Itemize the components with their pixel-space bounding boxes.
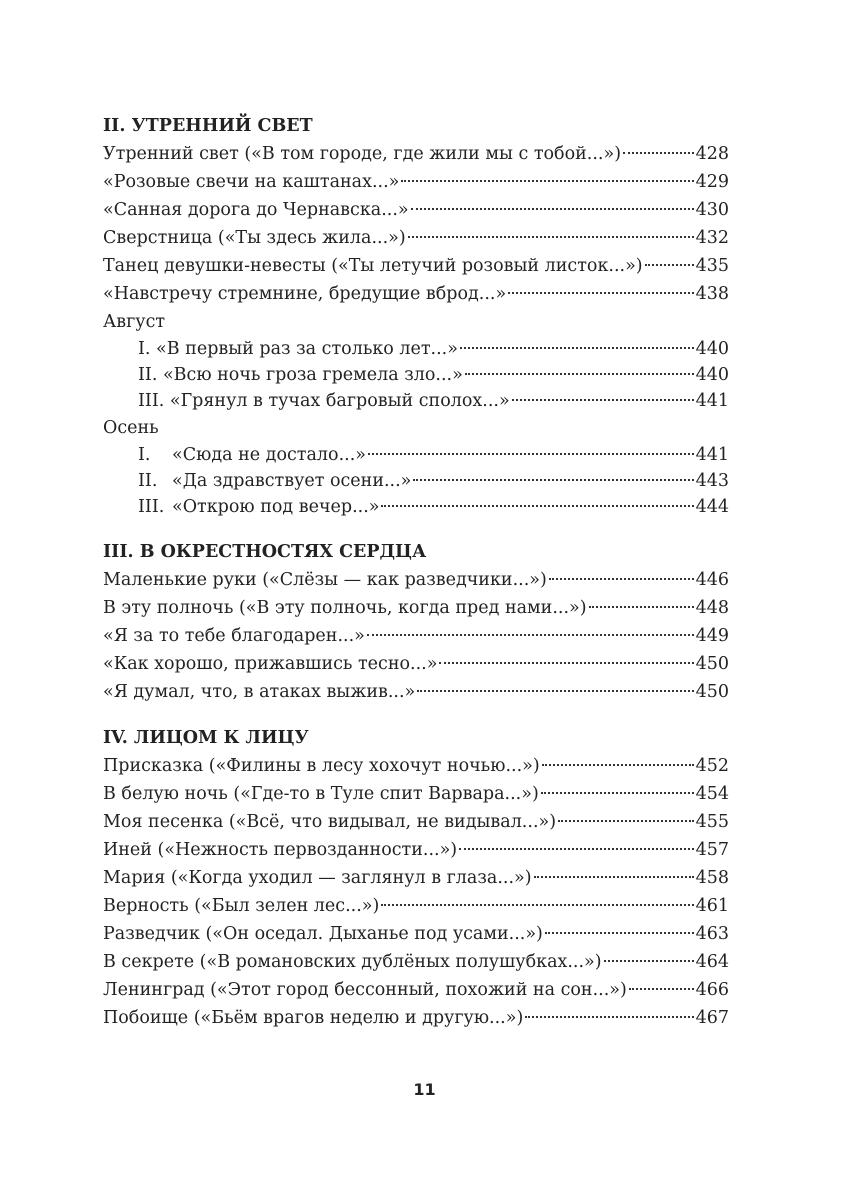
entry-title: I. «В первый раз за столько лет...» [138,339,458,359]
entry-title: Побоище («Бьём врагов неделю и другую...») [103,1008,524,1028]
toc-entry [103,864,729,892]
leader-dots [439,661,693,664]
entry-title: «Как хорошо, прижавшись тесно...» [103,654,438,674]
entry-title: В секрете («В романовских дублёных полушубках...») [103,952,602,972]
entry-page: 467 [695,1008,729,1028]
entry-title-wrap [138,494,379,520]
entry-title: Присказка («Филины в лесу хохочут ночью...») [103,756,540,776]
leader-dots [558,819,694,822]
entry-page: 429 [695,172,729,192]
toc-entry [103,650,729,678]
entry-page: 444 [695,497,729,517]
entry-title: В белую ночь («Где-то в Туле спит Варвара...») [103,784,539,804]
toc-entry [103,780,729,808]
entry-title: Моя песенка («Всё, что видывал, не видывал...») [103,812,557,832]
section-morning-light [103,112,729,520]
entry-title: Разведчик («Он оседал. Дыханье под усами...») [103,924,543,944]
entry-title: «Розовые свечи на каштанах...» [103,172,400,192]
entry-page: 448 [695,598,729,618]
entry-page: 435 [695,256,729,276]
leader-dots [623,151,694,154]
leader-dots [401,179,693,182]
entry-page: 454 [695,784,729,804]
toc-entry [103,594,729,622]
entry-title: Ленинград («Этот город бессонный, похожий на сон...») [103,980,627,1000]
entry-page: 458 [695,868,729,888]
section-heart-surroundings [103,538,729,706]
leader-dots [508,291,693,294]
leader-dots [549,577,694,580]
entry-title: Сверстница («Ты здесь жила...») [103,228,406,248]
entry-page: 438 [695,284,729,304]
group-label-autumn: Осень [103,418,159,438]
entry-title: В эту полночь («В эту полночь, когда пред нами...») [103,598,587,618]
leader-dots [460,346,694,349]
leader-dots [413,478,693,481]
roman-numeral: III. [138,497,165,517]
toc-subentry [103,336,729,362]
entry-page: 449 [695,626,729,646]
toc-subentry [103,494,729,520]
leader-dots [367,633,694,636]
toc-subentry [103,442,729,468]
entry-page: 441 [695,445,729,465]
toc-entry [103,622,729,650]
entry-page: 440 [695,365,729,385]
toc-entry [103,252,729,280]
roman-numeral: II. [138,471,158,491]
toc-entry [103,280,729,308]
entry-page: 455 [695,812,729,832]
toc-entry [103,976,729,1004]
leader-dots [534,875,694,878]
entry-title: Верность («Был зелен лес...») [103,896,380,916]
toc-subentry [103,468,729,494]
entry-page: 450 [695,654,729,674]
entry-page: 441 [695,391,729,411]
entry-title: «Сюда не достало...» [172,445,366,465]
toc-entry [103,140,729,168]
entry-title: Мария («Когда уходил — заглянул в глаза...») [103,868,532,888]
toc-entry [103,920,729,948]
entry-title: Маленькие руки («Слёзы — как разведчики...») [103,570,547,590]
toc-entry [103,168,729,196]
toc-entry [103,566,729,594]
entry-title: Танец девушки-невесты («Ты летучий розовый листок...») [103,256,643,276]
entry-title: Утренний свет («В том городе, где жили мы с тобой...») [103,144,622,164]
section-title: III. В ОКРЕСТНОСТЯХ СЕРДЦА [103,542,427,562]
leader-dots [604,959,694,962]
entry-page: 463 [695,924,729,944]
leader-dots [381,504,693,507]
toc-entry [103,892,729,920]
entry-title: «Навстречу стремнине, бредущие вброд...» [103,284,507,304]
entry-title: «Санная дорога до Чернавска...» [103,200,409,220]
leader-dots [542,763,694,766]
toc-entry [103,1004,729,1032]
section-title: IV. ЛИЦОМ К ЛИЦУ [103,728,309,748]
leader-dots [589,605,694,608]
entry-title: «Да здравствует осени...» [172,471,412,491]
entry-page: 466 [695,980,729,1000]
entry-page: 443 [695,471,729,491]
entry-page: 430 [695,200,729,220]
section-face-to-face [103,724,729,1032]
toc-entry [103,836,729,864]
toc-entry [103,948,729,976]
page-number: 11 [413,1080,436,1099]
entry-title: III. «Грянул в тучах багровый сполох...» [138,391,510,411]
toc-entry [103,224,729,252]
leader-dots [512,398,694,401]
entry-page: 428 [695,144,729,164]
entry-title: II. «Всю ночь гроза гремела зло...» [138,365,463,385]
entry-page: 450 [695,682,729,702]
leader-dots [541,791,694,794]
leader-dots [408,235,694,238]
toc-subentry [103,362,729,388]
leader-dots [645,263,694,266]
toc-subentry [103,388,729,414]
entry-page: 452 [695,756,729,776]
toc-entry [103,752,729,780]
entry-page: 457 [695,840,729,860]
section-title: II. УТРЕННИЙ СВЕТ [103,116,313,136]
entry-title-wrap [138,468,411,494]
entry-title: Иней («Нежность первозданности...») [103,840,458,860]
entry-page: 461 [695,896,729,916]
entry-page: 446 [695,570,729,590]
leader-dots [465,372,694,375]
roman-numeral: I. [138,445,151,465]
leader-dots [417,689,693,692]
entry-title: «Я за то тебе благодарен...» [103,626,365,646]
leader-dots [381,903,693,906]
leader-dots [459,847,693,850]
leader-dots [629,987,694,990]
toc-entry [103,808,729,836]
entry-page: 440 [695,339,729,359]
toc-entry [103,196,729,224]
toc-entry [103,678,729,706]
entry-page: 432 [695,228,729,248]
entry-page: 464 [695,952,729,972]
group-label-august: Август [103,312,166,332]
entry-title: «Открою под вечер...» [172,497,380,517]
leader-dots [545,931,694,934]
leader-dots [525,1015,693,1018]
entry-title-wrap [138,442,366,468]
leader-dots [368,452,694,455]
leader-dots [411,207,694,210]
table-of-contents [103,112,729,1050]
entry-title: «Я думал, что, в атаках выжив...» [103,682,416,702]
